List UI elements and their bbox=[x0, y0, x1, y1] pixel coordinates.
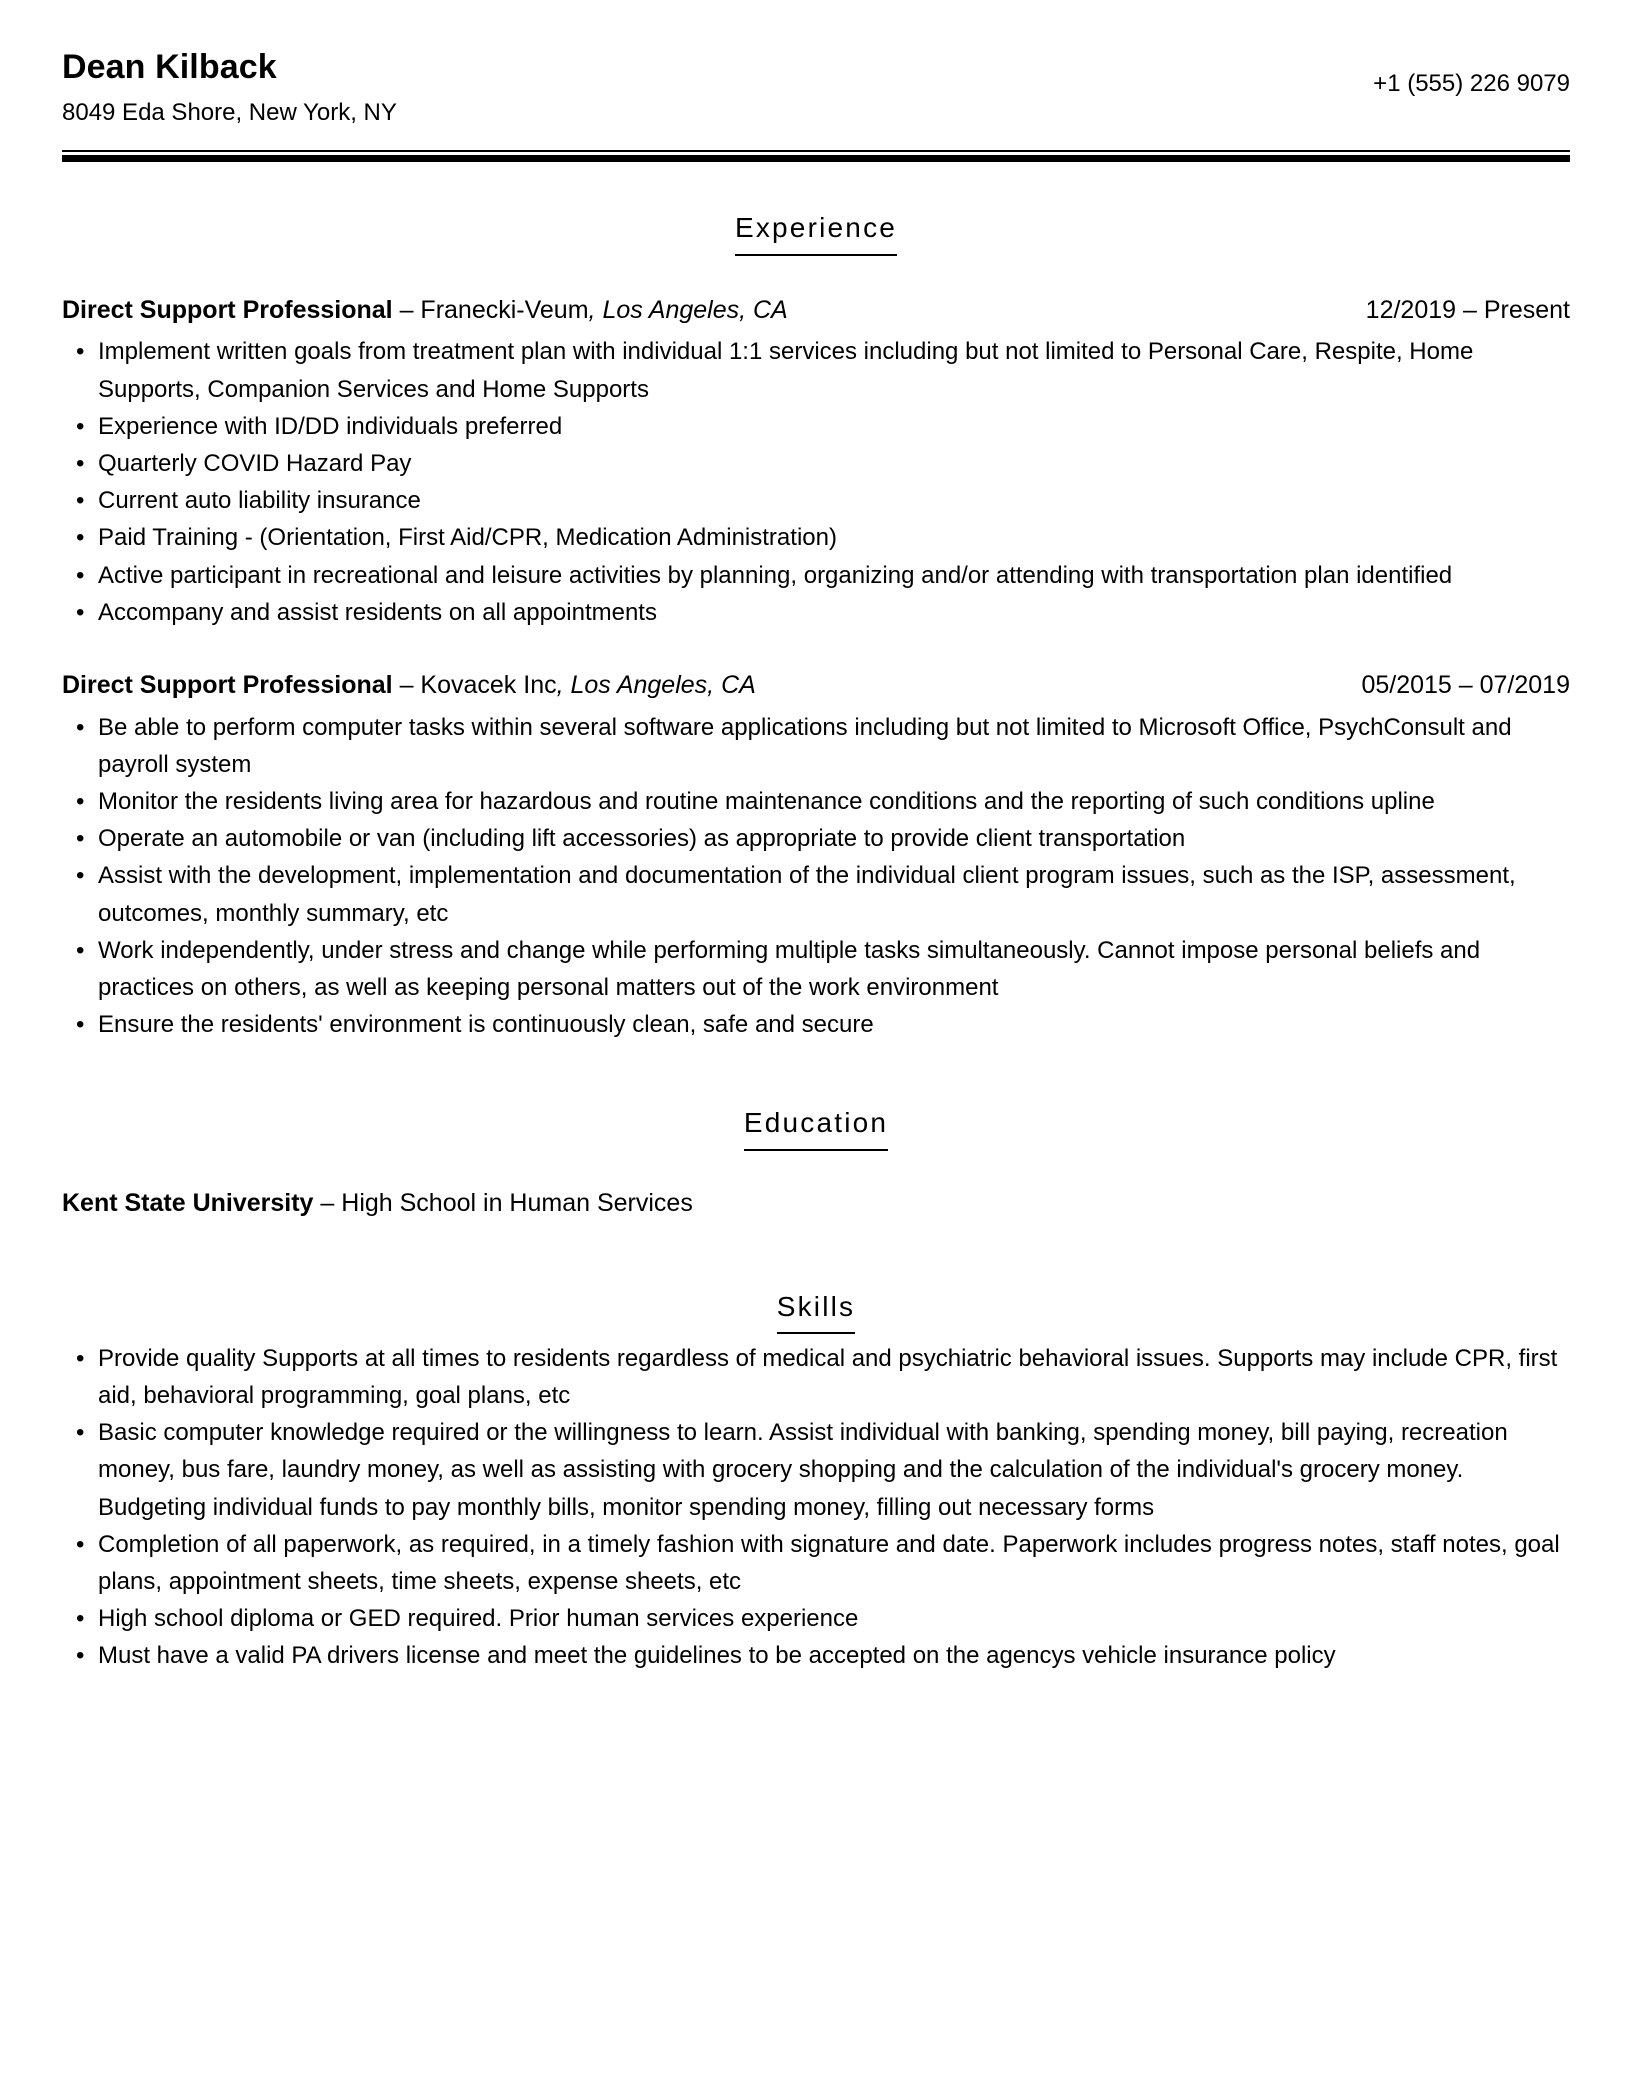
header-divider bbox=[62, 150, 1570, 162]
job-separator: – bbox=[399, 295, 421, 324]
candidate-phone: +1 (555) 226 9079 bbox=[1373, 70, 1570, 97]
experience-entry bbox=[62, 669, 1570, 703]
job-location: , Los Angeles, CA bbox=[556, 670, 756, 699]
list-item: • Active participant in recreational and leisure activities by planning, organizing and/or attending with transportation plan identified bbox=[62, 557, 1570, 594]
list-item: • Implement written goals from treatment plan with individual 1:1 services including but not limited to Personal Care, Respite, Home Supports, Companion Services and Home Supports bbox=[62, 333, 1570, 407]
list-item: • Provide quality Supports at all times to residents regardless of medical and psychiatric behavioral issues. Supports may include CPR, first aid, behavioral programming, goal plans, etc bbox=[62, 1340, 1570, 1414]
list-item: • Completion of all paperwork, as required, in a timely fashion with signature and date. Paperwork includes progress notes, staff notes, goal plans, appointment sheets, time sheets, expense sheets, etc bbox=[62, 1526, 1570, 1600]
candidate-address: 8049 Eda Shore, New York, NY bbox=[62, 98, 397, 126]
list-item: • Current auto liability insurance bbox=[62, 482, 1570, 519]
education-degree: High School in Human Services bbox=[341, 1188, 693, 1217]
list-item: • High school diploma or GED required. Prior human services experience bbox=[62, 1600, 1570, 1637]
list-item: • Be able to perform computer tasks within several software applications including but not limited to Microsoft Office, PsychConsult and payroll system bbox=[62, 709, 1570, 783]
section-experience bbox=[62, 210, 1570, 1043]
skills-heading-label: Skills bbox=[777, 1289, 856, 1334]
job-company: Kovacek Inc bbox=[420, 670, 557, 699]
list-item: • Paid Training - (Orientation, First Aid/CPR, Medication Administration) bbox=[62, 519, 1570, 556]
job-role: Direct Support Professional bbox=[62, 295, 400, 324]
experience-entry-title bbox=[62, 669, 1361, 703]
job-company: Franecki-Veum bbox=[420, 295, 589, 324]
list-item: • Experience with ID/DD individuals preferred bbox=[62, 408, 1570, 445]
skills-heading bbox=[62, 1289, 1570, 1334]
experience-bullets bbox=[62, 333, 1570, 631]
resume-header bbox=[62, 46, 1570, 130]
header-identity bbox=[62, 46, 1373, 130]
list-item: • Operate an automobile or van (including lift accessories) as appropriate to provide client transportation bbox=[62, 820, 1570, 857]
list-item: • Accompany and assist residents on all appointments bbox=[62, 594, 1570, 631]
candidate-name: Dean Kilback bbox=[62, 48, 277, 86]
job-dates: 05/2015 – 07/2019 bbox=[1361, 670, 1570, 699]
experience-entry bbox=[62, 294, 1570, 328]
experience-entry-title bbox=[62, 294, 1366, 328]
list-item: • Quarterly COVID Hazard Pay bbox=[62, 445, 1570, 482]
list-item: • Assist with the development, implementation and documentation of the individual client program issues, such as the ISP, assessment, outcomes, monthly summary, etc bbox=[62, 857, 1570, 931]
education-school: Kent State University bbox=[62, 1188, 314, 1217]
education-separator: – bbox=[313, 1188, 342, 1217]
experience-heading bbox=[62, 210, 1570, 255]
list-item: • Basic computer knowledge required or the willingness to learn. Assist individual with banking, spending money, bill paying, recreation money, bus fare, laundry money, as well as assisting with grocery shopping and the calculation of the individual's grocery money. Budgeting individual funds to pay monthly bills, monitor spending money, filling out necessary forms bbox=[62, 1414, 1570, 1526]
job-location: , Los Angeles, CA bbox=[588, 295, 788, 324]
divider-thick-line bbox=[62, 155, 1570, 162]
experience-heading-label: Experience bbox=[735, 210, 897, 255]
list-item: • Must have a valid PA drivers license and meet the guidelines to be accepted on the agencys vehicle insurance policy bbox=[62, 1637, 1570, 1674]
list-item: • Work independently, under stress and change while performing multiple tasks simultaneously. Cannot impose personal beliefs and practices on others, as well as keeping personal matters out of the work environment bbox=[62, 932, 1570, 1006]
job-dates: 12/2019 – Present bbox=[1365, 295, 1570, 324]
section-skills bbox=[62, 1289, 1570, 1675]
job-role: Direct Support Professional bbox=[62, 670, 400, 699]
experience-bullets bbox=[62, 709, 1570, 1044]
job-separator: – bbox=[399, 670, 421, 699]
list-item: • Ensure the residents' environment is continuously clean, safe and secure bbox=[62, 1006, 1570, 1043]
section-education bbox=[62, 1105, 1570, 1220]
list-item: • Monitor the residents living area for hazardous and routine maintenance conditions and the reporting of such conditions upline bbox=[62, 783, 1570, 820]
skills-bullets bbox=[62, 1340, 1570, 1675]
education-heading bbox=[62, 1105, 1570, 1150]
header-contact bbox=[1373, 46, 1570, 99]
education-entry bbox=[62, 1187, 1570, 1221]
education-heading-label: Education bbox=[744, 1105, 888, 1150]
